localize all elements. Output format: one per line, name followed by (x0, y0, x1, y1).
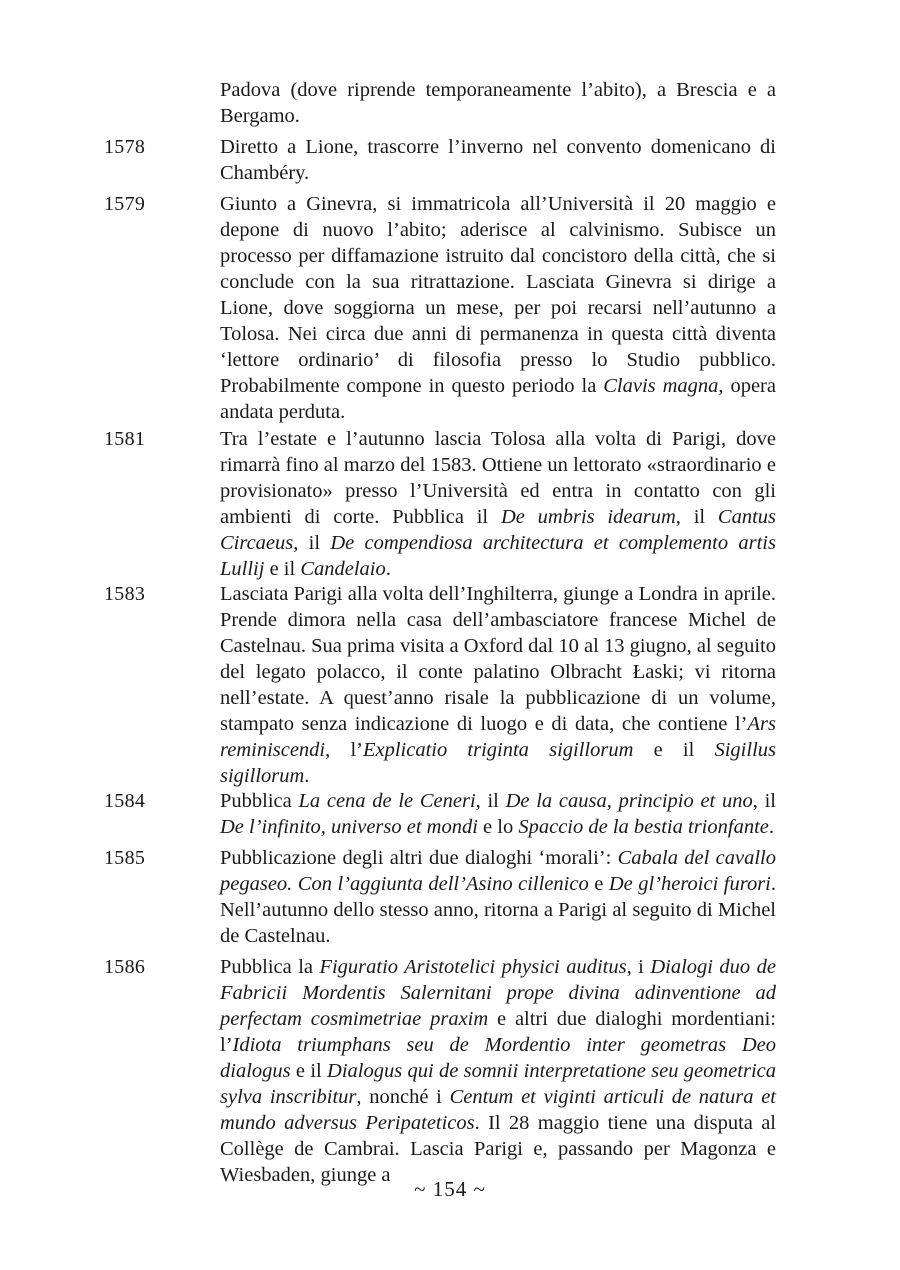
work-title: Candelaio (300, 558, 386, 580)
entry-year: 1583 (104, 583, 146, 605)
work-title: Cabala del cavallo pegaseo. Con l’aggiunta dell’Asino cillenico (220, 847, 776, 895)
text-run: e lo (477, 816, 519, 838)
text-run: . (304, 765, 310, 787)
work-title: Sigillus sigillorum (220, 739, 776, 787)
text-run: Lasciata Parigi alla volta dell’Inghilterra, giunge a Londra in aprile. Prende dimora nella casa dell’ambasciatore francese Michel de Castelnau. Sua prima visita a Oxford dal 10 al 13 giugno, al seguito del legato polacco, il conte palatino Olbracht Łaski; vi ritorna nell’estate. A quest’anno risale la pubblicazione di un volume, stampato senza indicazione di luogo e di data, che contiene l’ (220, 583, 776, 735)
entry-year: 1578 (104, 136, 146, 158)
text-run: , il (293, 532, 331, 554)
work-title: De compendiosa architectura et complemento artis Lullij (220, 532, 776, 580)
text-run: , il (752, 790, 776, 812)
work-title: Idiota triumphans seu de Mordentio inter geometras Deo dialogus (220, 1034, 776, 1082)
work-title: Clavis magna (603, 375, 719, 397)
work-title: Figuratio Aristotelici physici auditus (319, 956, 627, 978)
work-title: Cantus Circaeus (220, 506, 777, 554)
page-number: ~ 154 ~ (414, 1177, 486, 1201)
text-run: , nonché i (356, 1086, 450, 1108)
text-run: , l’ (325, 739, 363, 761)
text-run: e il (290, 1060, 328, 1082)
text-run: . (768, 816, 774, 838)
text-run: Giunto a Ginevra, si immatricola all’Università il 20 maggio e depone di nuovo l’abito; aderisce al calvinismo. Subisce un processo per diffamazione istruito dal concistoro della città, che si conclude con la sua ritrattazione. Lasciata Ginevra si dirige a Lione, dove soggiorna un mese, per poi recarsi nell’autunno a Tolosa. Nei circa due anni di permanenza in questa città diventa ‘lettore ordinario’ di filosofia presso lo Studio pubblico. Probabilmente compone in questo periodo la (220, 193, 776, 397)
entry-text (220, 845, 776, 949)
text-run: Padova (dove riprende temporaneamente l’abito), a Brescia e a Bergamo. (220, 79, 776, 127)
work-title: De gl’heroici furori (608, 873, 771, 895)
work-title: Dialogi duo de Fabricii Mordentis Salernitani prope divina adinventione ad perfectam cosmimetriae praxim (220, 956, 776, 1030)
text-run: Pubblica la (220, 956, 320, 978)
entry-year: 1584 (104, 790, 146, 812)
entry-text (220, 954, 776, 1188)
text-run: e altri due dialoghi mordentiani: l’ (220, 1008, 776, 1056)
entry-text (220, 134, 776, 186)
text-run: . (385, 558, 391, 580)
entry-text (220, 77, 776, 129)
text-run: , i (626, 956, 651, 978)
entry-year: 1581 (104, 428, 146, 450)
entry-text (220, 426, 776, 582)
work-title: Spaccio de la bestia trionfante (518, 816, 769, 838)
text-run: , opera andata perduta. (220, 375, 776, 423)
work-title: Explicatio triginta sigillorum (362, 739, 634, 761)
entry-year: 1586 (104, 956, 146, 978)
text-run: , il (475, 790, 506, 812)
work-title: La cena de le Ceneri (298, 790, 476, 812)
work-title: De l’infinito, universo et mondi (220, 816, 478, 838)
text-run: Diretto a Lione, trascorre l’inverno nel convento domenicano di Chambéry. (220, 136, 776, 184)
entry-year: 1579 (104, 193, 146, 215)
work-title: Centum et viginti articuli de natura et mundo adversus Peripateticos (220, 1086, 776, 1134)
text-run: e il (633, 739, 715, 761)
entry-text (220, 581, 776, 789)
work-title: Dialogus qui de somnii interpretatione seu geometrica sylva inscribitur (220, 1060, 776, 1108)
text-run: e (588, 873, 609, 895)
text-run: Tra l’estate e l’autunno lascia Tolosa alla volta di Parigi, dove rimarrà fino al marzo del 1583. Ottiene un lettorato «straordinario e provisionato» presso l’Università ed entra in contatto con gli ambienti di corte. Pubblica il (220, 428, 776, 528)
work-title: De umbris idearum (500, 506, 676, 528)
work-title: Ars reminiscendi (220, 713, 776, 761)
text-run: Pubblicazione degli altri due dialoghi ‘morali’: (220, 847, 618, 869)
text-run: . Il 28 maggio tiene una disputa al Collège de Cambrai. Lascia Parigi e, passando per Magonza e Wiesbaden, giunge a (220, 1112, 776, 1186)
text-run: , il (675, 506, 718, 528)
text-run: . Nell’autunno dello stesso anno, ritorna a Parigi al seguito di Michel de Castelnau. (220, 873, 776, 947)
entry-text (220, 191, 776, 425)
entry-year: 1585 (104, 847, 146, 869)
text-run: e il (264, 558, 301, 580)
entry-text (220, 788, 776, 840)
text-run: Pubblica (220, 790, 299, 812)
work-title: De la causa, principio et uno (505, 790, 753, 812)
